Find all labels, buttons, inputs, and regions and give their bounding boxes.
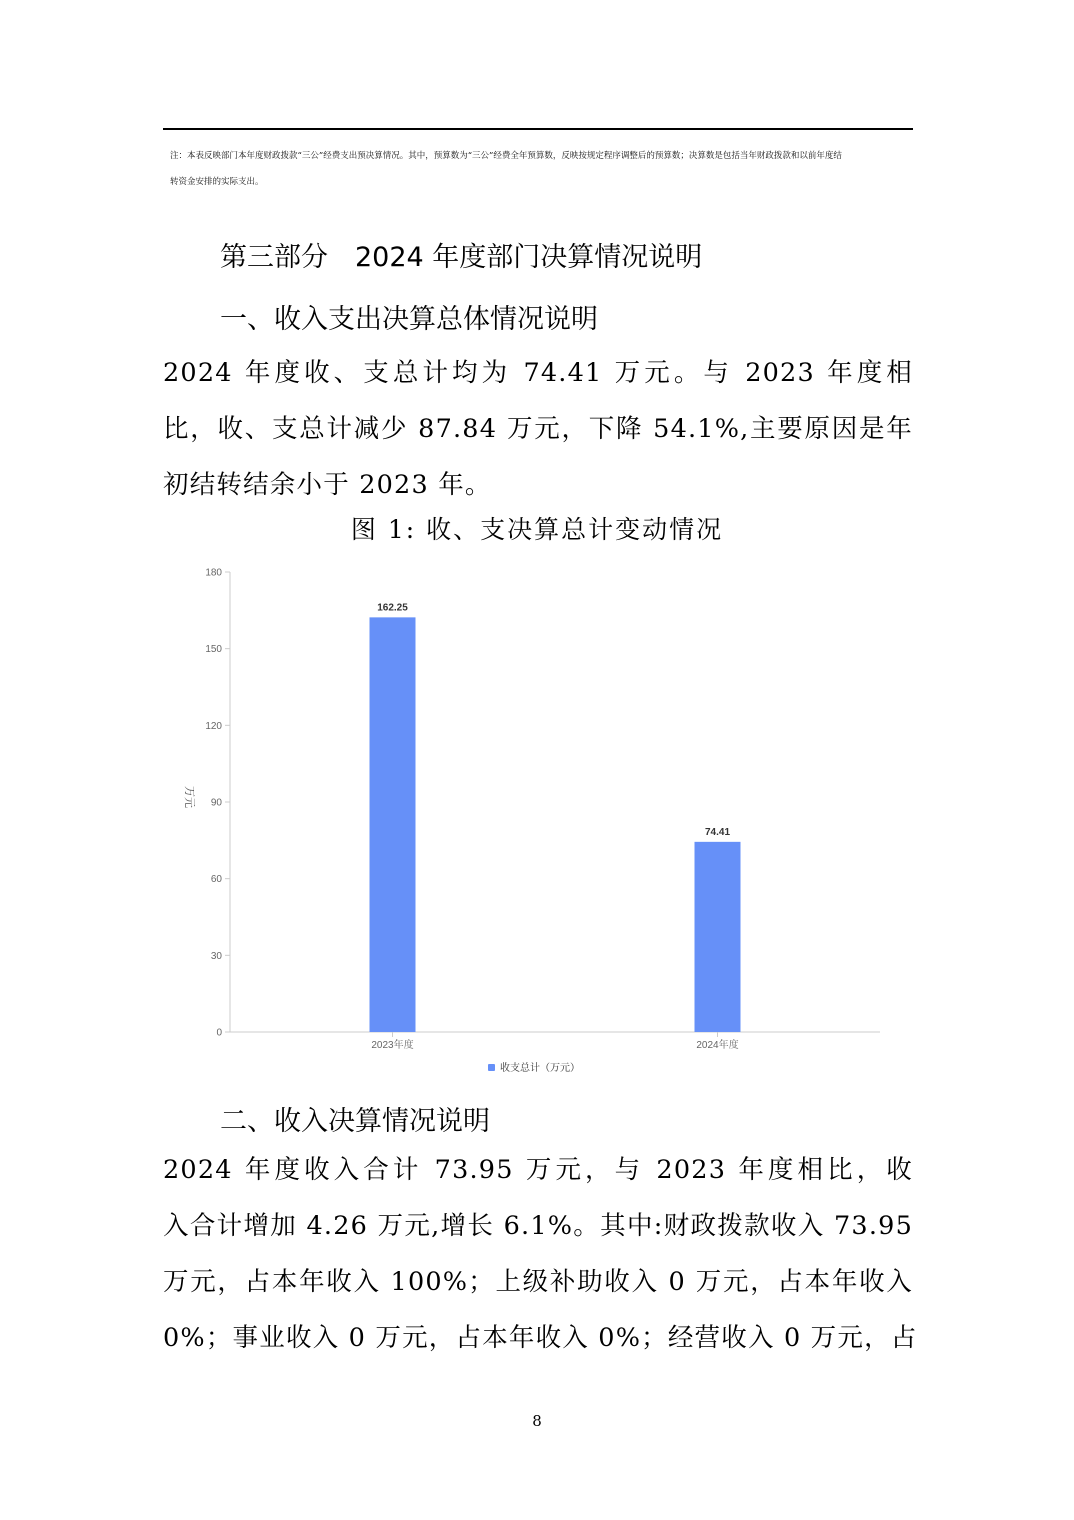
paragraph-line: 2024 年度收、支总计均为 74.41 万元。与 2023 年度相 bbox=[163, 358, 913, 388]
x-tick-label: 2023年度 bbox=[371, 1040, 414, 1051]
bar-data-label: 74.41 bbox=[704, 826, 731, 838]
y-axis-label: 万元 bbox=[183, 786, 195, 808]
y-tick-label: 60 bbox=[210, 874, 222, 886]
bar bbox=[370, 617, 416, 1032]
y-tick-label: 180 bbox=[205, 567, 222, 579]
y-tick-label: 30 bbox=[210, 950, 222, 962]
x-tick-label: 2024年度 bbox=[696, 1040, 739, 1051]
paragraph-line: 0%；事业收入 0 万元，占本年收入 0%；经营收入 0 万元，占 bbox=[163, 1323, 918, 1353]
page-number: 8 bbox=[532, 1412, 542, 1430]
subsection-title-2: 二、收入决算情况说明 bbox=[220, 1106, 490, 1137]
table-note-line-1: 注：本表反映部门本年度财政拨款“三公”经费支出预决算情况。其中，预算数为“三公”经费全年预算数，反映按规定程序调整后的预算数；决算数是包括当年财政拨款和以前年度结 bbox=[170, 151, 842, 161]
section-title: 第三部分 2024 年度部门决算情况说明 bbox=[220, 242, 703, 273]
subsection-title-1: 一、收入支出决算总体情况说明 bbox=[220, 304, 598, 335]
paragraph-income-expense bbox=[163, 345, 913, 513]
bar-chart bbox=[170, 560, 890, 1085]
paragraph-line: 万元，占本年收入 100%；上级补助收入 0 万元，占本年收入 bbox=[163, 1267, 913, 1297]
y-tick-label: 120 bbox=[205, 720, 222, 732]
y-tick-label: 150 bbox=[205, 644, 222, 656]
table-note-line-2: 转资金安排的实际支出。 bbox=[170, 177, 264, 187]
y-tick-label: 0 bbox=[216, 1027, 222, 1039]
paragraph-income bbox=[163, 1142, 918, 1366]
bar bbox=[695, 842, 741, 1032]
bar-data-label: 162.25 bbox=[377, 602, 408, 614]
paragraph-line: 比，收、支总计减少 87.84 万元，下降 54.1%,主要原因是年 bbox=[163, 414, 913, 444]
legend-swatch bbox=[488, 1064, 495, 1071]
paragraph-line: 2024 年度收入合计 73.95 万元，与 2023 年度相比，收 bbox=[163, 1155, 913, 1185]
top-rule bbox=[163, 128, 913, 130]
paragraph-line: 入合计增加 4.26 万元,增长 6.1%。其中:财政拨款收入 73.95 bbox=[163, 1211, 913, 1241]
paragraph-line: 初结转结余小于 2023 年。 bbox=[163, 470, 492, 500]
figure-title: 图 1: 收、支决算总计变动情况 bbox=[350, 515, 724, 544]
legend-label: 收支总计（万元） bbox=[500, 1063, 580, 1074]
y-tick-label: 90 bbox=[210, 797, 222, 809]
